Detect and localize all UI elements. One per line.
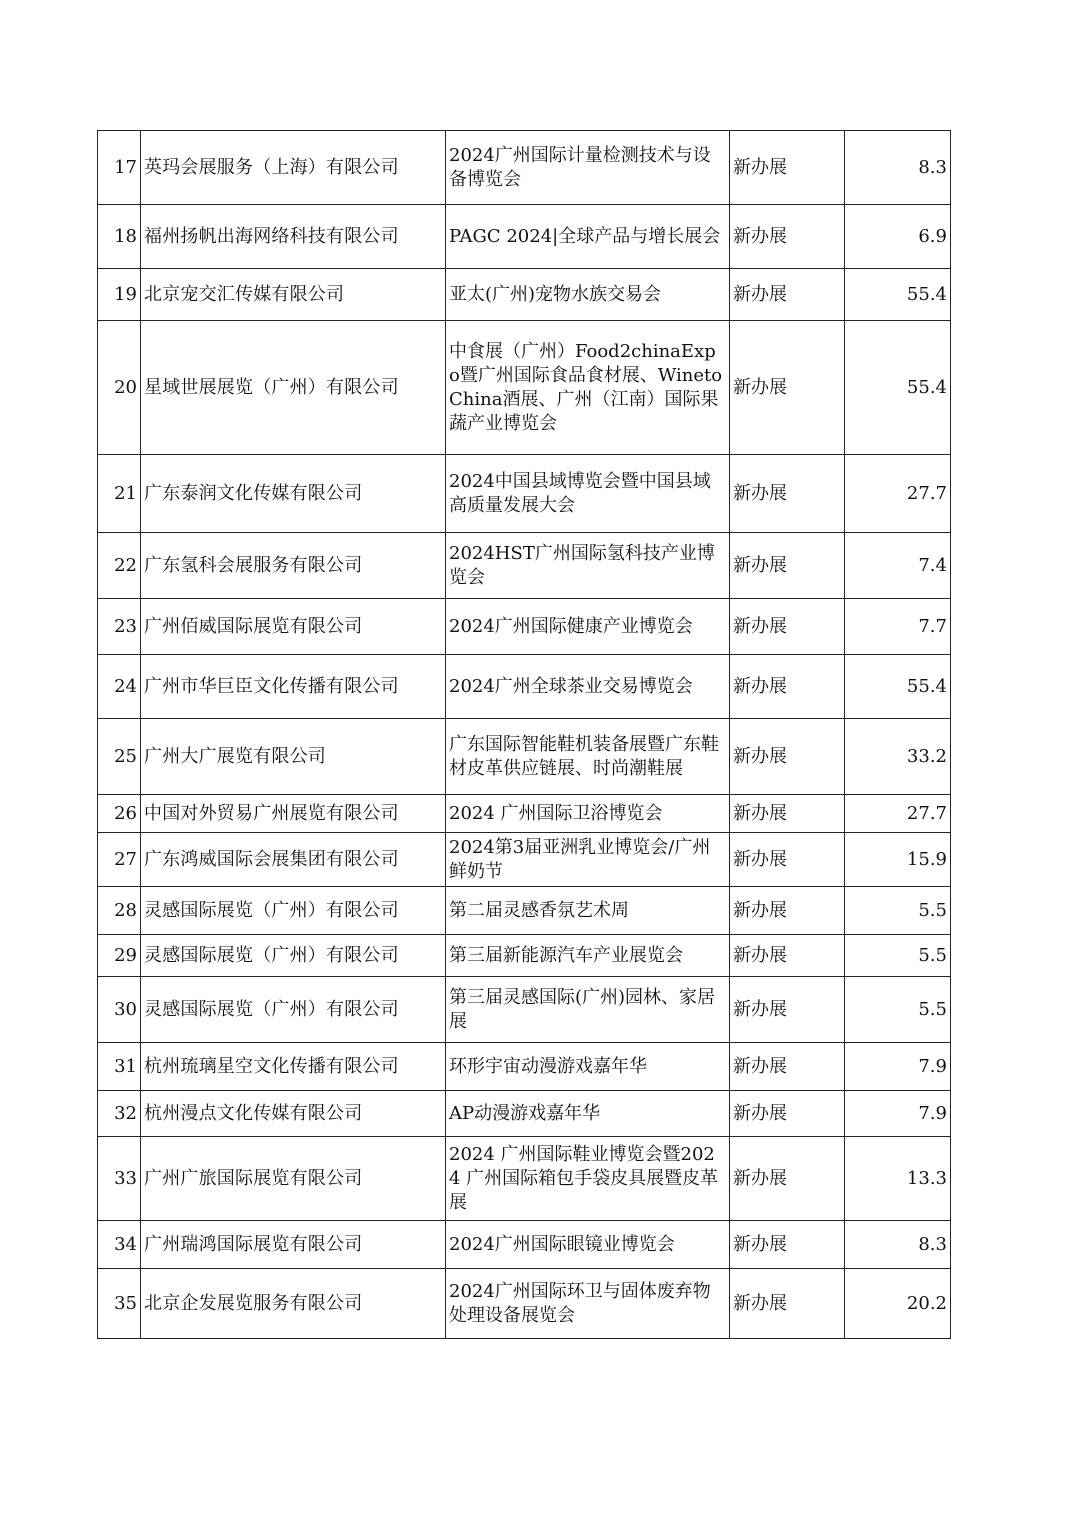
table-row — [98, 1091, 951, 1137]
exhibition-area: 5.5 — [845, 977, 951, 1043]
exhibition-area: 55.4 — [845, 269, 951, 321]
exhibition-type: 新办展 — [730, 1269, 845, 1339]
exhibition-type: 新办展 — [730, 795, 845, 833]
organizer-company: 广州大广展览有限公司 — [141, 719, 446, 795]
row-number: 26 — [98, 795, 141, 833]
exhibition-type: 新办展 — [730, 977, 845, 1043]
organizer-company: 广州瑞鸿国际展览有限公司 — [141, 1221, 446, 1269]
exhibition-name: 2024中国县域博览会暨中国县域高质量发展大会 — [446, 455, 730, 533]
table-row — [98, 205, 951, 269]
exhibition-area: 7.9 — [845, 1091, 951, 1137]
organizer-company: 杭州漫点文化传媒有限公司 — [141, 1091, 446, 1137]
row-number: 31 — [98, 1043, 141, 1091]
exhibition-type: 新办展 — [730, 833, 845, 887]
exhibition-type: 新办展 — [730, 131, 845, 205]
exhibition-name: 第三届新能源汽车产业展览会 — [446, 935, 730, 977]
table-row — [98, 269, 951, 321]
exhibition-type: 新办展 — [730, 935, 845, 977]
table-row — [98, 1137, 951, 1221]
row-number: 21 — [98, 455, 141, 533]
exhibition-type: 新办展 — [730, 205, 845, 269]
exhibition-type: 新办展 — [730, 1091, 845, 1137]
row-number: 30 — [98, 977, 141, 1043]
exhibition-name: 2024广州全球茶业交易博览会 — [446, 655, 730, 719]
table-row — [98, 321, 951, 455]
table-row — [98, 533, 951, 599]
organizer-company: 杭州琉璃星空文化传播有限公司 — [141, 1043, 446, 1091]
table-row — [98, 1043, 951, 1091]
exhibition-type: 新办展 — [730, 1043, 845, 1091]
row-number: 29 — [98, 935, 141, 977]
exhibition-name: 2024 广州国际卫浴博览会 — [446, 795, 730, 833]
row-number: 33 — [98, 1137, 141, 1221]
exhibition-name: AP动漫游戏嘉年华 — [446, 1091, 730, 1137]
exhibition-area: 20.2 — [845, 1269, 951, 1339]
table-body — [98, 131, 951, 1339]
organizer-company: 灵感国际展览（广州）有限公司 — [141, 977, 446, 1043]
exhibition-type: 新办展 — [730, 1221, 845, 1269]
row-number: 17 — [98, 131, 141, 205]
organizer-company: 广东鸿威国际会展集团有限公司 — [141, 833, 446, 887]
exhibition-name: 环形宇宙动漫游戏嘉年华 — [446, 1043, 730, 1091]
table-row — [98, 131, 951, 205]
row-number: 18 — [98, 205, 141, 269]
exhibition-area: 27.7 — [845, 795, 951, 833]
table-row — [98, 655, 951, 719]
exhibition-area: 13.3 — [845, 1137, 951, 1221]
exhibition-type: 新办展 — [730, 1137, 845, 1221]
row-number: 24 — [98, 655, 141, 719]
organizer-company: 广州市华巨臣文化传播有限公司 — [141, 655, 446, 719]
exhibition-name: 2024 广州国际鞋业博览会暨2024 广州国际箱包手袋皮具展暨皮革展 — [446, 1137, 730, 1221]
exhibition-area: 6.9 — [845, 205, 951, 269]
exhibition-area: 55.4 — [845, 321, 951, 455]
exhibition-area: 27.7 — [845, 455, 951, 533]
organizer-company: 中国对外贸易广州展览有限公司 — [141, 795, 446, 833]
organizer-company: 北京企发展览服务有限公司 — [141, 1269, 446, 1339]
exhibition-type: 新办展 — [730, 887, 845, 935]
exhibition-name: 中食展（广州）Food2chinaExpo暨广州国际食品食材展、WinetoChina酒展、广州（江南）国际果蔬产业博览会 — [446, 321, 730, 455]
row-number: 20 — [98, 321, 141, 455]
exhibition-type: 新办展 — [730, 719, 845, 795]
table-row — [98, 1269, 951, 1339]
exhibition-type: 新办展 — [730, 455, 845, 533]
exhibition-area: 7.9 — [845, 1043, 951, 1091]
exhibition-type: 新办展 — [730, 599, 845, 655]
table-row — [98, 887, 951, 935]
exhibition-name: 第二届灵感香氛艺术周 — [446, 887, 730, 935]
exhibition-type: 新办展 — [730, 269, 845, 321]
organizer-company: 北京宠交汇传媒有限公司 — [141, 269, 446, 321]
exhibition-area: 7.4 — [845, 533, 951, 599]
exhibition-area: 5.5 — [845, 887, 951, 935]
table-row — [98, 719, 951, 795]
exhibition-name: 第三届灵感国际(广州)园林、家居展 — [446, 977, 730, 1043]
organizer-company: 灵感国际展览（广州）有限公司 — [141, 935, 446, 977]
organizer-company: 广州广旅国际展览有限公司 — [141, 1137, 446, 1221]
row-number: 32 — [98, 1091, 141, 1137]
table-row — [98, 455, 951, 533]
organizer-company: 福州扬帆出海网络科技有限公司 — [141, 205, 446, 269]
table-row — [98, 935, 951, 977]
organizer-company: 广东泰润文化传媒有限公司 — [141, 455, 446, 533]
exhibition-area: 7.7 — [845, 599, 951, 655]
exhibition-name: 2024HST广州国际氢科技产业博览会 — [446, 533, 730, 599]
table-row — [98, 795, 951, 833]
exhibition-type: 新办展 — [730, 321, 845, 455]
organizer-company: 灵感国际展览（广州）有限公司 — [141, 887, 446, 935]
exhibition-name: 2024第3届亚洲乳业博览会/广州鲜奶节 — [446, 833, 730, 887]
table-row — [98, 599, 951, 655]
organizer-company: 广州佰威国际展览有限公司 — [141, 599, 446, 655]
exhibition-type: 新办展 — [730, 655, 845, 719]
exhibition-area: 5.5 — [845, 935, 951, 977]
exhibition-area: 55.4 — [845, 655, 951, 719]
exhibition-area: 8.3 — [845, 1221, 951, 1269]
table-row — [98, 1221, 951, 1269]
table-row — [98, 977, 951, 1043]
exhibition-name: 2024广州国际眼镜业博览会 — [446, 1221, 730, 1269]
row-number: 19 — [98, 269, 141, 321]
exhibition-area: 33.2 — [845, 719, 951, 795]
row-number: 23 — [98, 599, 141, 655]
table-row — [98, 833, 951, 887]
row-number: 34 — [98, 1221, 141, 1269]
exhibition-name: 广东国际智能鞋机装备展暨广东鞋材皮革供应链展、时尚潮鞋展 — [446, 719, 730, 795]
organizer-company: 广东氢科会展服务有限公司 — [141, 533, 446, 599]
exhibition-name: 2024广州国际健康产业博览会 — [446, 599, 730, 655]
row-number: 27 — [98, 833, 141, 887]
organizer-company: 星域世展展览（广州）有限公司 — [141, 321, 446, 455]
exhibition-name: 亚太(广州)宠物水族交易会 — [446, 269, 730, 321]
exhibition-name: 2024广州国际计量检测技术与设备博览会 — [446, 131, 730, 205]
row-number: 25 — [98, 719, 141, 795]
exhibition-area: 8.3 — [845, 131, 951, 205]
organizer-company: 英玛会展服务（上海）有限公司 — [141, 131, 446, 205]
row-number: 22 — [98, 533, 141, 599]
exhibition-name: PAGC 2024|全球产品与增长展会 — [446, 205, 730, 269]
exhibition-table — [97, 130, 951, 1339]
row-number: 28 — [98, 887, 141, 935]
exhibition-name: 2024广州国际环卫与固体废弃物处理设备展览会 — [446, 1269, 730, 1339]
exhibition-type: 新办展 — [730, 533, 845, 599]
row-number: 35 — [98, 1269, 141, 1339]
exhibition-area: 15.9 — [845, 833, 951, 887]
